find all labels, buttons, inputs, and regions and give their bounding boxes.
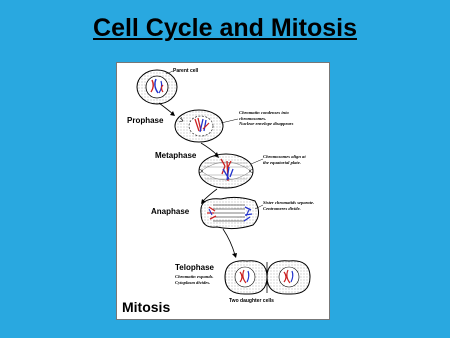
anaphase-note: Sister chromatids separate. Centromeres divide.	[263, 200, 315, 211]
metaphase-note: Chromosomes align at the equatorial plate.	[263, 154, 306, 165]
figure-title: Mitosis	[122, 299, 171, 315]
anaphase-label: Anaphase	[151, 207, 190, 216]
telophase-label: Telophase	[175, 263, 214, 272]
parent-cell	[137, 70, 177, 104]
telophase-note: Chromatin expands. Cytoplasm divides.	[175, 274, 214, 285]
slide-title: Cell Cycle and Mitosis	[93, 14, 357, 42]
metaphase-label: Metaphase	[155, 151, 197, 160]
prophase-label: Prophase	[127, 116, 164, 125]
daughter-cells-label: Two daughter cells	[229, 298, 274, 304]
anaphase-cell	[201, 197, 259, 228]
prophase-cell	[175, 110, 223, 142]
daughter-cells	[225, 261, 310, 294]
mitosis-illustration	[117, 63, 331, 321]
parent-cell-label: Parent cell	[173, 68, 199, 74]
prophase-note: Chromatin condenses into chromosomes. Nuclear envelope disappears	[239, 110, 294, 127]
metaphase-cell	[199, 154, 253, 188]
mitosis-diagram	[116, 62, 330, 320]
